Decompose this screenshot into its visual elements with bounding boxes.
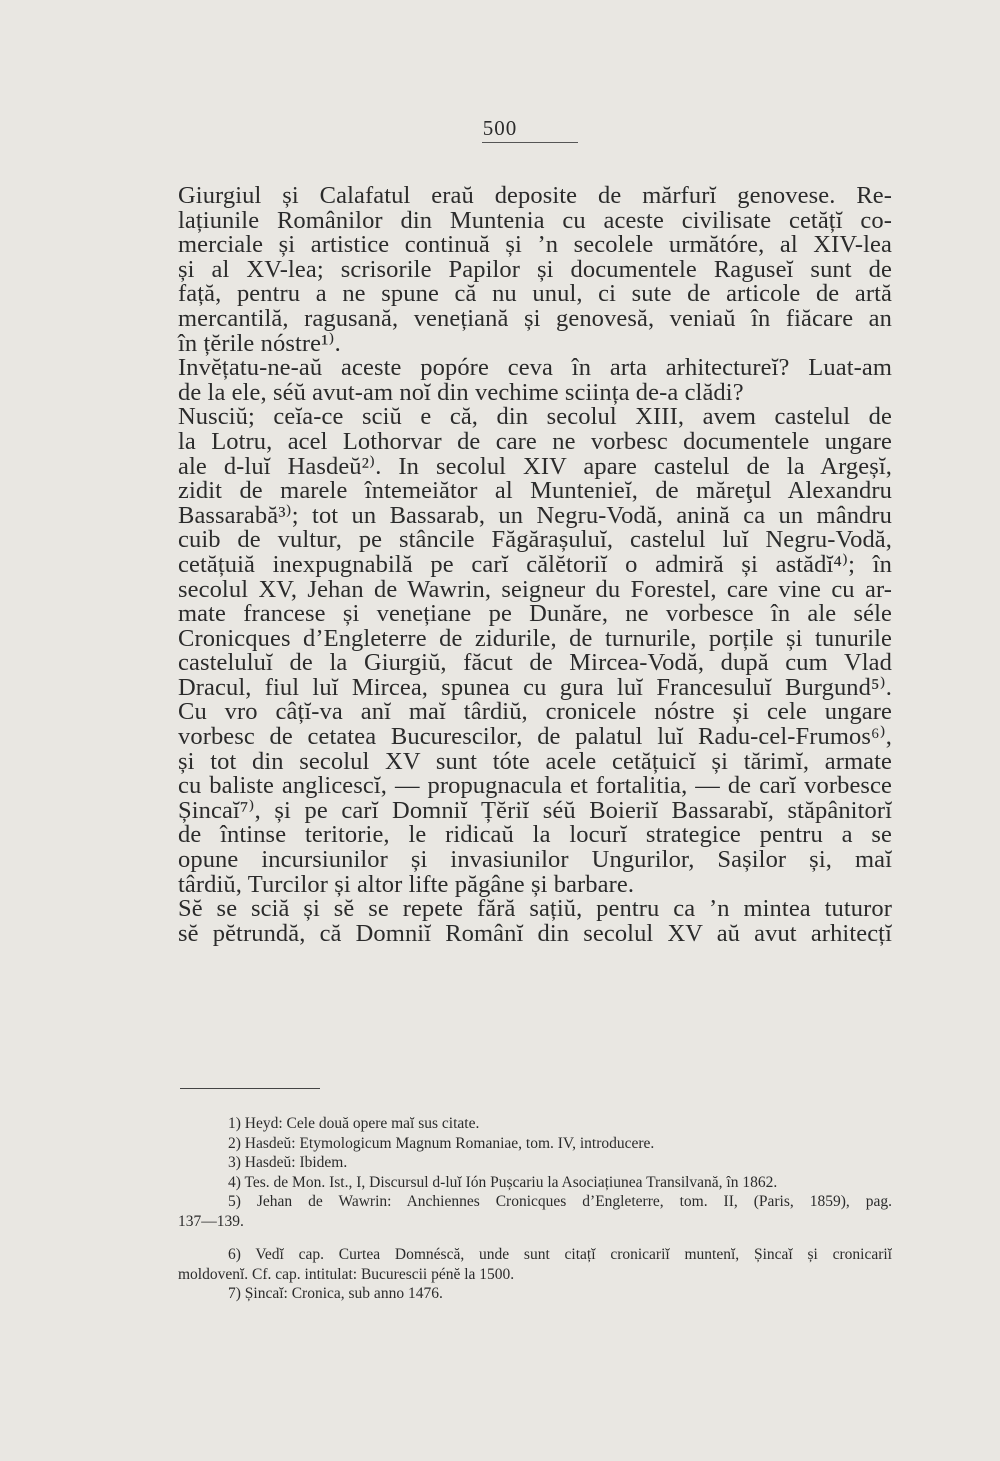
page-number: 500	[482, 116, 518, 140]
footnote: 2) Hasdeŭ: Etymologicum Magnum Romaniae, tom. IV, introducere.	[228, 1134, 655, 1152]
text-line: în țĕrile nóstre¹⁾.	[178, 329, 341, 357]
text-line: opune incursiunilor și invasiunilor Ungurilor, Sașilor și, maĭ	[178, 846, 892, 874]
page-number-rule	[482, 142, 578, 143]
text-line: și al XV-lea; scrisorile Papilor și documentele Raguseĭ sunt de	[178, 255, 892, 283]
text-line: lațiunile Românilor din Muntenia cu aceste civilisate cetățĭ co-	[178, 206, 892, 234]
text-line: Nusciŭ; ceĭa-ce sciŭ e că, din secolul XIII, avem castelul de	[178, 403, 892, 431]
footnote: 4) Tes. de Mon. Ist., I, Discursul d-luĭ Ión Pușcariu la Asociațiunea Transilvană, în 1862.	[228, 1173, 778, 1191]
footnote: 6) Vedĭ cap. Curtea Domnéscă, unde sunt citațĭ cronicariĭ muntenĭ, Șincaĭ și cronicariĭ	[228, 1246, 892, 1263]
body-text	[178, 184, 892, 946]
text-line: vorbesc de cetatea Bucurescilor, de palatul luĭ Radu-cel-Frumos⁶⁾,	[178, 723, 892, 751]
text-line: Șincaĭ⁷⁾, și pe carĭ Domniĭ Țĕriĭ séŭ Boieriĭ Bassarabĭ, stăpânitorĭ	[178, 796, 892, 824]
text-line: zidit de marele întemeiător al Munteniеĭ, de măreţul Alexandru	[178, 477, 892, 505]
text-line: Giurgiul și Calafatul eraŭ deposite de mărfurĭ genovese. Re-	[178, 182, 892, 209]
footnote-rule	[180, 1088, 320, 1089]
footnote: 1) Heyd: Cele două opere maĭ sus citate.	[228, 1115, 480, 1132]
text-line: și tot din secolul XV sunt tóte acele cetățuicĭ și tărimĭ, armate	[178, 747, 892, 775]
text-line: merciale și artistice continuă și ’n secolele următóre, al XIV-lea	[178, 231, 892, 259]
text-line: casteluluĭ de la Giurgiŭ, făcut de Mircea-Vodă, după cum Vlad	[178, 649, 892, 677]
footnote: 3) Hasdeŭ: Ibidem.	[228, 1154, 348, 1171]
footnote-continuation: moldovenĭ. Cf. cap. intitulat: Bucurescii pénĕ la 1500.	[178, 1265, 515, 1283]
text-line: târdiŭ, Turcilor și altor lifte păgâne și barbare.	[178, 870, 635, 898]
text-line: sĕ pĕtrundă, că Domniĭ Românĭ din secolul XV aŭ avut arhitecțĭ	[178, 919, 892, 947]
text-line: secolul XV, Jehan de Wawrin, seigneur du Forestel, care vine cu ar-	[178, 575, 892, 603]
text-line: cu baliste anglicescĭ, — propugnacula et fortalitia, — de carĭ vorbesce	[178, 772, 892, 800]
text-line: Bassarabă³⁾; tot un Bassarab, un Negru-Vodă, anină ca un mândru	[178, 501, 892, 529]
text-line: de la ele, séŭ avut-am noĭ din vechime sciința de-a clădi?	[178, 378, 744, 406]
text-line: Cronicques d’Engleterre de zidurile, de turnurile, porțile și tunurile	[178, 624, 892, 652]
text-line: de întinse teritorie, le ridicaŭ la locurĭ strategice pentru a se	[178, 821, 892, 849]
text-line: mercantilă, ragusană, venețiană și genovesă, veniaŭ în fiăcare an	[178, 304, 892, 332]
footnote-continuation: 137—139.	[178, 1212, 244, 1230]
text-line: ale d-luĭ Hasdeŭ²⁾. In secolul XIV apare castelul de la Argeșĭ,	[178, 452, 892, 480]
text-line: Cu vro câțĭ-va anĭ maĭ târdiŭ, cronicele nóstre și cele ungare	[178, 698, 892, 726]
footnote: 5) Jehan de Wawrin: Anchiennes Cronicques d’Engleterre, tom. II, (Paris, 1859), pag.	[228, 1193, 892, 1210]
footnote: 7) Șincaĭ: Cronica, sub anno 1476.	[228, 1285, 443, 1302]
text-line: mate francese și venețiane pe Dunăre, ne vorbesce în ale séle	[178, 600, 892, 628]
text-line: Sĕ se sciă și sĕ se repete fără sațiŭ, pentru ca ’n mintea tuturor	[178, 895, 892, 923]
text-line: cetățuiă inexpugnabilă pe carĭ călĕtoriĭ o admiră și astădĭ⁴⁾; în	[178, 550, 892, 578]
text-line: Dracul, fiul luĭ Mircea, spunea cu gura luĭ Francesuluĭ Burgund⁵⁾.	[178, 673, 892, 701]
text-line: față, pentru a ne spune că nu unul, ci sute de articole de artă	[178, 280, 892, 308]
text-line: Invĕțatu-ne-aŭ aceste popóre ceva în arta arhitectureĭ? Luat-am	[178, 354, 892, 382]
text-line: cuib de vultur, pe stâncile Făgărașuluĭ, castelul luĭ Negru-Vodă,	[178, 526, 892, 554]
text-line: la Lotru, acel Lothorvar de care ne vorbesc documentele ungare	[178, 427, 892, 455]
footnotes	[178, 1114, 892, 1304]
